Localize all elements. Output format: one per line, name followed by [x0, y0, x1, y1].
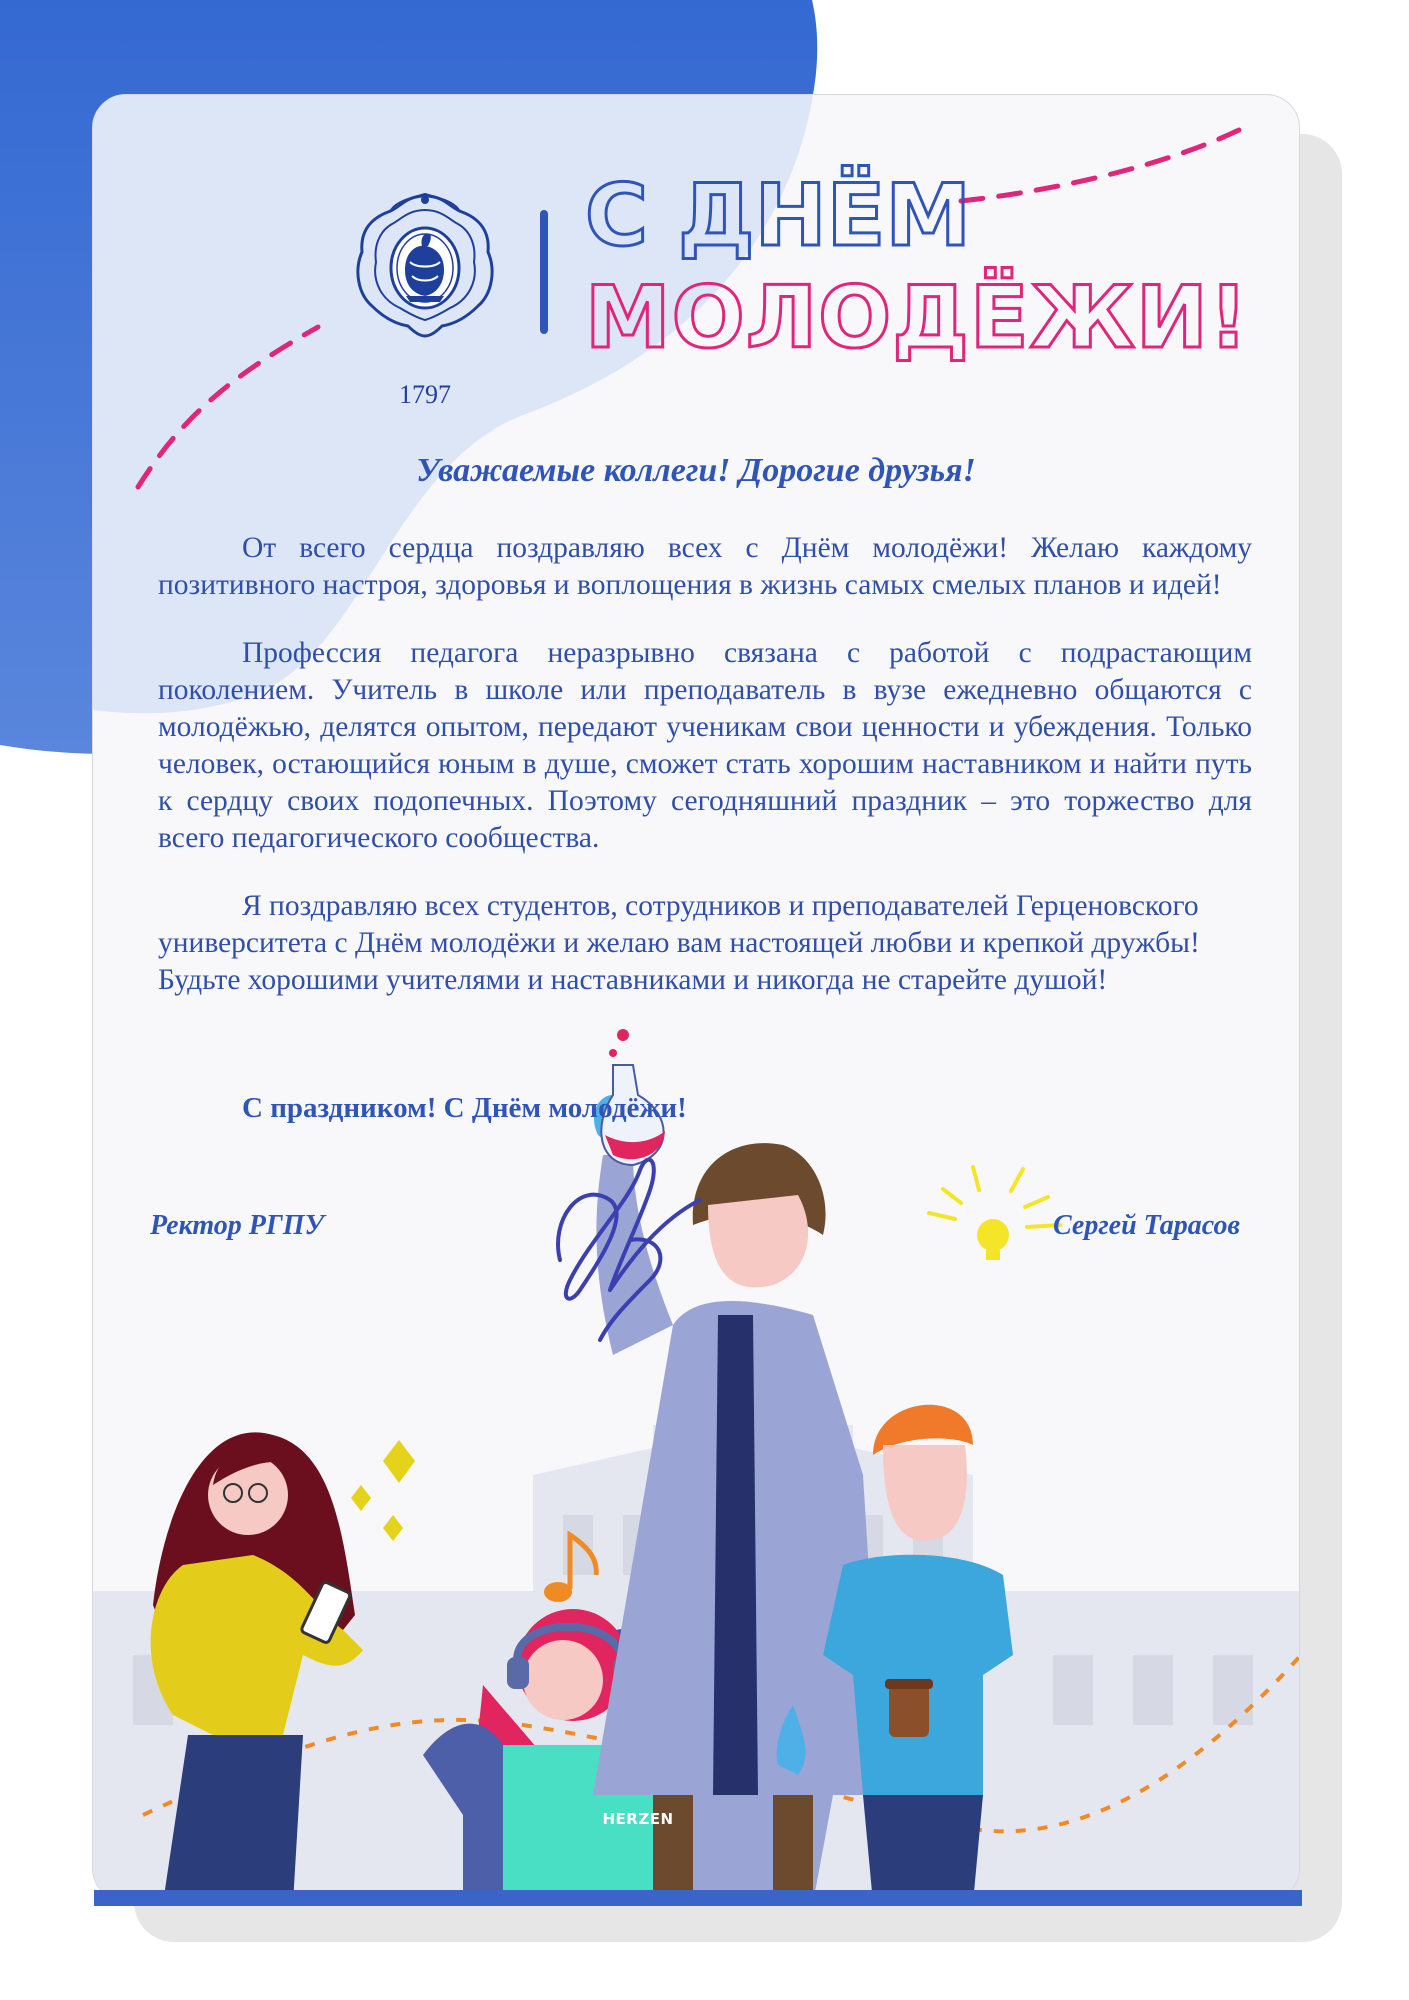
pelican-crest-emblem-icon [350, 190, 500, 340]
paragraph-1: От всего сердца поздравляю всех с Днём молодёжи! Желаю каждому позитивного настроя, здоровья и воплощения в жизнь самых смелых планов и идей! [158, 532, 1252, 601]
paragraph-3: Я поздравляю всех студентов, сотрудников и преподавателей Герценовского университета с Днём молодёжи и желаю вам настоящей любви и крепкой дружбы! Будьте хорошими учителями и наставниками и никогда не старейте душой! [158, 890, 1200, 996]
shirt-print: HERZEN [602, 1810, 674, 1828]
title-line-1: С ДНЁМ [585, 166, 971, 266]
page-title [585, 165, 1249, 369]
sparkle-diamonds [351, 1440, 415, 1541]
closing-line: С праздником! С Днём молодёжи! [242, 1092, 687, 1124]
title-divider [540, 210, 548, 334]
bottom-bar [94, 1890, 1302, 1906]
signatory-title: Ректор РГПУ [150, 1210, 325, 1241]
greeting: Уважаемые коллеги! Дорогие друзья! [416, 452, 976, 489]
handwritten-signature-icon [540, 1140, 710, 1350]
signatory-name: Сергей Тарасов [1053, 1210, 1240, 1241]
title-line-2: МОЛОДЁЖИ! [585, 268, 1250, 368]
founding-year: 1797 [399, 380, 451, 409]
paragraph-2: Профессия педагога неразрывно связана с работой с подрастающим поколением. Учитель в школе или преподаватель в вузе ежедневно общаются с молодёжью, делятся опытом, передают ученикам свои ценности и убеждения. Только человек, остающийся юным в душе, сможет стать хорошим наставником и найти путь к сердцу своих подопечных. Поэтому сегодняшний праздник – это торжество для всего педагогического сообщества. [158, 637, 1252, 854]
letter-body [158, 530, 1252, 1030]
